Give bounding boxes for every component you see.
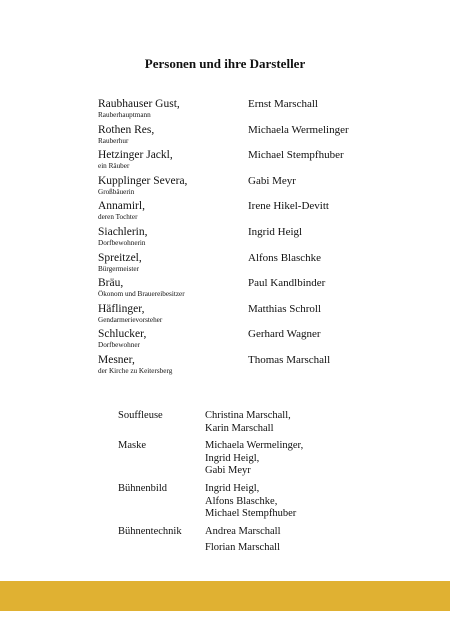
crew-names [205,483,418,521]
role-description: Dorfbewohnerin [98,238,146,247]
actor-name: Gerhard Wagner [248,328,321,341]
crew-name: Florian Marschall [205,542,280,554]
actor-name: Irene Hikel-Devitt [248,200,329,213]
role [98,328,248,350]
actor-name: Ernst Marschall [248,98,318,110]
role-description: Großbäuerin [98,187,135,196]
role [98,149,248,171]
role [98,200,248,222]
crew-name: Andrea Marschall [205,525,281,537]
crew-row [118,410,418,435]
cast-row [98,277,428,303]
role-name: Kupplinger Severa, [98,174,188,187]
cast-row [98,124,428,150]
role-name: Hetzinger Jackl, [98,149,173,162]
role-description: deren Tochter [98,213,138,222]
role-name: Spreitzel, [98,251,142,264]
actor-name: Gabi Meyr [248,174,296,187]
actor-name: Paul Kandlbinder [248,277,326,290]
role-description: Gendarmerievorsteher [98,315,163,324]
page-title: Personen und ihre Darsteller [144,56,306,71]
role [98,277,248,299]
crew-name: Michaela Wermelinger, [205,440,304,452]
crew-label: Souffleuse [118,410,163,421]
crew-name: Ingrid Heigl, [205,482,260,494]
crew-list [118,410,418,560]
cast-row [98,226,428,252]
role-name: Schlucker, [98,328,147,341]
crew-name: Gabi Meyr [205,465,251,477]
actor-name: Thomas Marschall [248,353,331,366]
role [98,124,248,146]
role-description: Rauberhur [98,136,129,145]
crew-label: Bühnentechnik [118,525,182,537]
role [98,252,248,274]
crew-row [118,483,418,521]
role-description: Ökonom und Brauereibesitzer [98,290,185,299]
role-name: Raubhauser Gust, [98,98,180,110]
role-name: Mesner, [98,353,135,366]
crew-names [205,526,418,555]
role-name: Häflinger, [98,302,145,315]
role-name: Bräu, [98,277,124,290]
actor-name: Ingrid Heigl [248,225,303,238]
role-name: Rothen Res, [98,123,155,136]
role-description: Dorfbewohner [98,341,140,350]
actor-name: Alfons Blaschke [248,251,322,264]
crew-name: Alfons Blaschke, [205,495,278,507]
role [98,175,248,197]
footer-band [0,581,450,611]
cast-row [98,328,428,354]
crew-names [205,440,418,478]
crew-names [205,410,418,435]
role-description: Rauberhauptmann [98,111,151,119]
cast-row [98,303,428,329]
role-description: Bürgermeister [98,264,139,273]
crew-name: Ingrid Heigl, [205,452,260,464]
crew-label: Bühnenbild [118,482,167,494]
actor-name: Michaela Wermelinger [248,123,349,136]
role [98,98,248,120]
role [98,354,248,376]
role [98,303,248,325]
actor-name: Matthias Schroll [248,302,322,315]
role-name: Siachlerin, [98,225,148,238]
crew-name: Michael Stempfhuber [205,508,297,520]
crew-name: Christina Marschall, [205,410,291,421]
cast-row [98,354,428,380]
role-description: der Kirche zu Keitersberg [98,366,173,375]
cast-row [98,252,428,278]
role-name: Annamirl, [98,200,145,213]
crew-name: Karin Marschall [205,422,274,434]
crew-row [118,440,418,478]
actor-name: Michael Stempfhuber [248,149,344,162]
cast-row [98,200,428,226]
cast-row [98,175,428,201]
crew-row [118,526,418,555]
cast-list [98,98,428,380]
role [98,226,248,248]
cast-row [98,149,428,175]
crew-label: Maske [118,440,146,452]
role-description: ein Räuber [98,162,130,171]
cast-row [98,98,428,124]
